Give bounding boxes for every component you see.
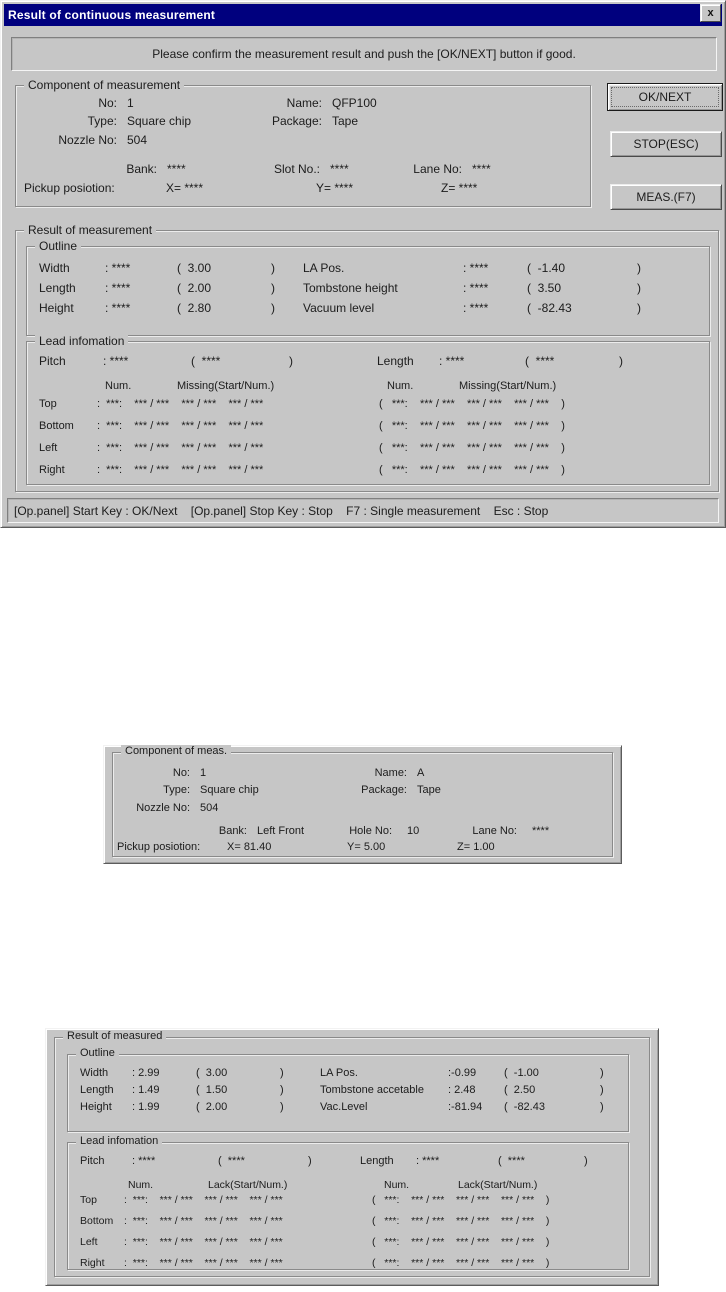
outline-value: : 1.49 — [132, 1084, 160, 1096]
panel-result-title: Result of measured — [63, 1030, 166, 1042]
outline-value: :-81.94 — [448, 1101, 483, 1113]
pickup-x: X= **** — [166, 181, 204, 195]
lack-header: Lack(Start/Num.) — [208, 1179, 288, 1191]
outline-ref-close: ) — [600, 1067, 604, 1079]
group-outline-measured — [67, 1047, 629, 1132]
outline-ref-close: ) — [271, 301, 275, 315]
nozzle-label: Nozzle No: — [58, 133, 117, 147]
length-value: : **** — [416, 1155, 440, 1167]
hole-value: 10 — [407, 825, 420, 837]
close-icon: x — [707, 6, 714, 19]
name-value: A — [417, 767, 425, 779]
message-text: Please confirm the measurement result and push the [OK/NEXT] button if good. — [152, 47, 576, 61]
name-label: Name: — [286, 96, 322, 110]
outline-ref-close: ) — [271, 261, 275, 275]
title-bar[interactable] — [4, 4, 722, 26]
lead-row-values: ( ***: *** / *** *** / *** *** / *** ) — [372, 1215, 550, 1227]
lane-value: **** — [472, 162, 491, 176]
outline-value: : **** — [463, 281, 489, 295]
package-label: Package: — [361, 784, 407, 796]
length-ref-close: ) — [619, 354, 623, 368]
type-value: Square chip — [127, 114, 192, 128]
bank-label: Bank: — [126, 162, 157, 176]
group-result-title: Result of measurement — [24, 223, 156, 237]
pickup-z: Z= 1.00 — [457, 841, 495, 853]
meas-f7-button[interactable]: MEAS.(F7) — [610, 184, 722, 210]
panel-component-of-meas — [103, 745, 622, 864]
pickup-y: Y= **** — [316, 181, 354, 195]
outline-value: : **** — [105, 301, 131, 315]
bank-label: Bank: — [218, 825, 247, 837]
lead-row-values: : ***: *** / *** *** / *** *** / *** — [97, 398, 264, 410]
outline-value: : 2.99 — [132, 1067, 160, 1079]
panel-result-of-measured — [45, 1028, 659, 1286]
no-value: 1 — [200, 767, 207, 779]
length-ref-close: ) — [584, 1155, 588, 1167]
lane-label: Lane No: — [413, 162, 462, 176]
outline-ref-close: ) — [600, 1101, 604, 1113]
outline-value: : 1.99 — [132, 1101, 160, 1113]
outline-value: : **** — [105, 281, 131, 295]
length-label: Length — [360, 1155, 394, 1167]
outline-label: Length — [80, 1084, 114, 1096]
outline-value: : **** — [105, 261, 131, 275]
group-component-of-measurement — [15, 78, 591, 207]
measurement-dialog — [0, 0, 726, 528]
outline-ref: ( -1.40 — [527, 261, 566, 275]
lack-header: Lack(Start/Num.) — [458, 1179, 538, 1191]
outline-label: Height — [80, 1101, 112, 1113]
nozzle-value: 504 — [127, 133, 148, 147]
lead-row-label: Bottom — [39, 420, 74, 432]
outline-label: LA Pos. — [320, 1067, 358, 1079]
pitch-value: : **** — [103, 354, 129, 368]
nozzle-label: Nozzle No: — [136, 802, 190, 814]
outline-label: Width — [80, 1067, 109, 1079]
nozzle-value: 504 — [200, 802, 219, 814]
outline-value: :-0.99 — [448, 1067, 477, 1079]
panel-component-title: Component of meas. — [121, 745, 231, 757]
type-value: Square chip — [200, 784, 259, 796]
type-label: Type: — [163, 784, 190, 796]
outline-label: Vacuum level — [303, 301, 375, 315]
lead-row-label: Left — [39, 442, 58, 454]
lead-row-values: : ***: *** / *** *** / *** *** / *** — [124, 1257, 283, 1269]
group-component-of-meas — [112, 745, 613, 857]
no-label: No: — [98, 96, 117, 110]
pickup-label: Pickup posiotion: — [117, 841, 201, 853]
pitch-ref-close: ) — [308, 1155, 312, 1167]
outline-label: Tombstone accetable — [320, 1084, 424, 1096]
length-ref: ( **** — [525, 354, 555, 368]
outline-label: Length — [39, 281, 76, 295]
outline-ref: ( -1.00 — [504, 1067, 539, 1079]
outline-value: : **** — [463, 261, 489, 275]
pitch-ref: ( **** — [191, 354, 221, 368]
missing-header: Missing(Start/Num.) — [177, 380, 275, 392]
lead-row-values: : ***: *** / *** *** / *** *** / *** — [97, 420, 264, 432]
stop-esc-button[interactable]: STOP(ESC) — [610, 131, 722, 157]
bank-value: Left Front — [257, 825, 305, 837]
missing-header: Missing(Start/Num.) — [459, 380, 557, 392]
lead-row-values: : ***: *** / *** *** / *** *** / *** — [97, 442, 264, 454]
pitch-ref-close: ) — [289, 354, 293, 368]
slot-label: Slot No.: — [273, 162, 320, 176]
length-value: : **** — [439, 354, 465, 368]
lead-row-label: Bottom — [80, 1215, 114, 1227]
lead-row-values: : ***: *** / *** *** / *** *** / *** — [97, 464, 264, 476]
name-label: Name: — [374, 767, 407, 779]
outline-ref-close: ) — [271, 281, 275, 295]
message-panel — [11, 37, 717, 71]
outline-ref: ( 3.50 — [527, 281, 562, 295]
pitch-label: Pitch — [80, 1155, 105, 1167]
lead-row-values: ( ***: *** / *** *** / *** *** / *** ) — [379, 464, 565, 476]
status-text: [Op.panel] Start Key : OK/Next [Op.panel] Stop Key : Stop F7 : Single measurement Esc : Stop — [14, 503, 549, 518]
group-outline — [26, 239, 710, 336]
lead-row-label: Right — [39, 464, 65, 476]
outline-ref: ( 1.50 — [196, 1084, 228, 1096]
outline-ref: ( 2.50 — [504, 1084, 536, 1096]
pitch-ref: ( **** — [218, 1155, 245, 1167]
package-value: Tape — [332, 114, 359, 128]
outline-ref: ( 3.00 — [177, 261, 212, 275]
lead-row-values: : ***: *** / *** *** / *** *** / *** — [124, 1215, 283, 1227]
lane-value: **** — [532, 825, 550, 837]
outline-title: Outline — [76, 1047, 119, 1059]
pickup-y: Y= 5.00 — [347, 841, 386, 853]
pitch-label: Pitch — [39, 354, 66, 368]
lead-row-values: ( ***: *** / *** *** / *** *** / *** ) — [372, 1236, 550, 1248]
group-result-of-measured — [54, 1030, 650, 1277]
no-value: 1 — [127, 96, 134, 110]
outline-ref-close: ) — [637, 301, 641, 315]
outline-ref-close: ) — [637, 261, 641, 275]
outline-ref: ( 2.80 — [177, 301, 212, 315]
length-ref: ( **** — [498, 1155, 525, 1167]
lead-row-label: Right — [80, 1257, 105, 1269]
outline-label: Height — [39, 301, 74, 315]
outline-ref-close: ) — [280, 1101, 284, 1113]
lead-row-values: ( ***: *** / *** *** / *** *** / *** ) — [379, 442, 565, 454]
outline-label: LA Pos. — [303, 261, 345, 275]
bank-value: **** — [167, 162, 186, 176]
outline-ref-close: ) — [637, 281, 641, 295]
outline-title: Outline — [35, 239, 81, 253]
lead-row-values: : ***: *** / *** *** / *** *** / *** — [124, 1194, 283, 1206]
no-label: No: — [172, 767, 190, 779]
outline-ref: ( -82.43 — [504, 1101, 545, 1113]
group-result-of-measurement — [15, 223, 719, 492]
lead-row-values: ( ***: *** / *** *** / *** *** / *** ) — [372, 1194, 550, 1206]
num-header: Num. — [387, 380, 414, 392]
slot-value: **** — [330, 162, 349, 176]
pickup-label: Pickup posiotion: — [24, 181, 115, 195]
lead-row-values: : ***: *** / *** *** / *** *** / *** — [124, 1236, 283, 1248]
outline-ref-close: ) — [280, 1084, 284, 1096]
outline-label: Tombstone height — [303, 281, 398, 295]
type-label: Type: — [87, 114, 117, 128]
pitch-value: : **** — [132, 1155, 156, 1167]
lead-title: Lead infomation — [76, 1135, 162, 1147]
outline-ref: ( 3.00 — [196, 1067, 228, 1079]
length-label: Length — [377, 354, 414, 368]
num-header: Num. — [384, 1179, 410, 1191]
outline-value: : 2.48 — [448, 1084, 476, 1096]
lead-row-label: Top — [80, 1194, 97, 1206]
lead-row-label: Top — [39, 398, 57, 410]
outline-label: Width — [39, 261, 70, 275]
window-title: Result of continuous measurement — [8, 8, 216, 22]
outline-ref-close: ) — [600, 1084, 604, 1096]
group-lead-information — [26, 334, 710, 485]
outline-label: Vac.Level — [320, 1101, 368, 1113]
outline-ref: ( -82.43 — [527, 301, 572, 315]
hole-label: Hole No: — [349, 825, 392, 837]
package-label: Package: — [271, 114, 322, 128]
lead-title: Lead infomation — [35, 334, 128, 348]
lane-label: Lane No: — [472, 825, 517, 837]
group-lead-information-measured — [67, 1135, 629, 1270]
num-header: Num. — [105, 380, 132, 392]
outline-value: : **** — [463, 301, 489, 315]
ok-next-button[interactable]: OK/NEXT — [607, 83, 723, 111]
outline-ref: ( 2.00 — [177, 281, 212, 295]
pickup-z: Z= **** — [441, 181, 478, 195]
package-value: Tape — [417, 784, 441, 796]
lead-row-values: ( ***: *** / *** *** / *** *** / *** ) — [372, 1257, 550, 1269]
name-value: QFP100 — [332, 96, 377, 110]
close-button[interactable] — [700, 4, 721, 22]
status-bar — [7, 498, 719, 523]
outline-ref: ( 2.00 — [196, 1101, 228, 1113]
outline-ref-close: ) — [280, 1067, 284, 1079]
num-header: Num. — [128, 1179, 154, 1191]
lead-row-values: ( ***: *** / *** *** / *** *** / *** ) — [379, 420, 565, 432]
lead-row-label: Left — [80, 1236, 98, 1248]
group-component-title: Component of measurement — [24, 78, 184, 92]
lead-row-values: ( ***: *** / *** *** / *** *** / *** ) — [379, 398, 565, 410]
pickup-x: X= 81.40 — [227, 841, 272, 853]
